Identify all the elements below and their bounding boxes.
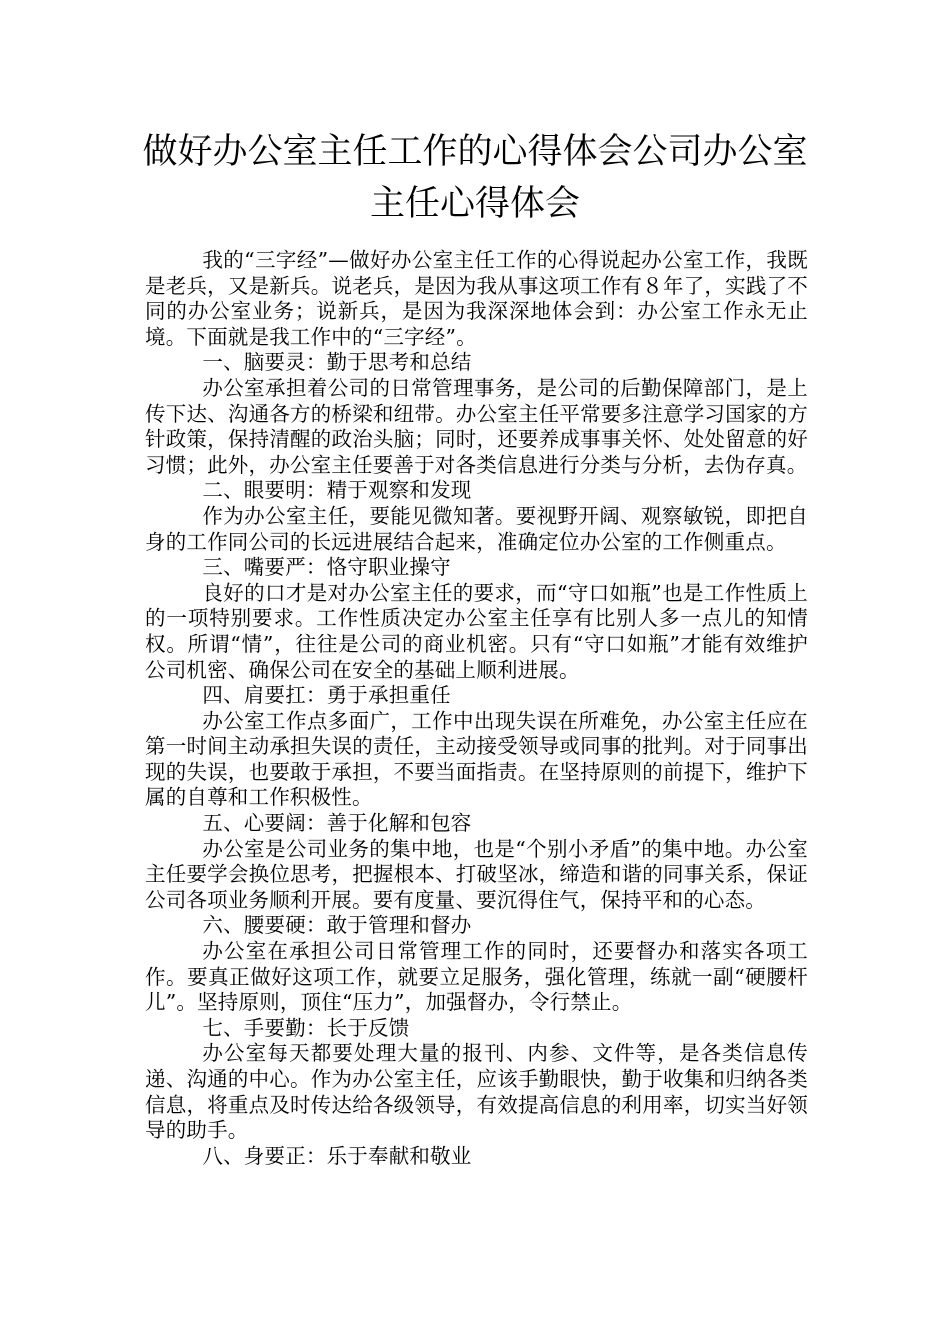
section-paragraph-4: 办公室工作点多面广，工作中出现失误在所难免，办公室主任应在第一时间主动承担失误的责任，主动接受领导或同事的批判。对于同事出现的失误，也要敢于承担，不要当面指责。在坚持原则的前提下，维护下属的自尊和工作积极性。 <box>145 708 808 810</box>
section-heading-7: 七、手要勤：长于反馈 <box>202 1015 410 1040</box>
section-heading-1: 一、脑要灵：勤于思考和总结 <box>202 350 472 375</box>
section-paragraph-5: 办公室是公司业务的集中地，也是“个别小矛盾”的集中地。办公室主任要学会换位思考，把握根本、打破坚冰，缔造和谐的同事关系，保证公司各项业务顺利开展。要有度量、要沉得住气，保持平和的心态。 <box>145 836 808 912</box>
intro-paragraph: 我的“三字经”—做好办公室主任工作的心得说起办公室工作，我既是老兵，又是新兵。说老兵，是因为我从事这项工作有８年了，实践了不同的办公室业务；说新兵，是因为我深深地体会到：办公室工作永无止境。下面就是我工作中的“三字经”。 <box>145 248 808 349</box>
section-paragraph-3: 良好的口才是对办公室主任的要求，而“守口如瓶”也是工作性质上的一项特别要求。工作性质决定办公室主任享有比别人多一点儿的知情权。所谓“情”，往往是公司的商业机密。只有“守口如瓶”才能有效维护公司机密、确保公司在安全的基础上顺利进展。 <box>145 580 808 682</box>
document-body <box>145 248 808 1169</box>
document-title: 做好办公室主任工作的心得体会公司办公室主任心得体会 <box>142 132 808 224</box>
section-heading-3: 三、嘴要严：恪守职业操守 <box>202 555 451 580</box>
section-paragraph-2: 作为办公室主任，要能见微知著。要视野开阔、观察敏锐，即把自身的工作同公司的长远进展结合起来，准确定位办公室的工作侧重点。 <box>145 503 808 554</box>
section-heading-4: 四、肩要扛：勇于承担重任 <box>202 683 451 708</box>
section-heading-6: 六、腰要硬：敢于管理和督办 <box>202 913 472 938</box>
section-paragraph-6: 办公室在承担公司日常管理工作的同时，还要督办和落实各项工作。要真正做好这项工作，就要立足服务，强化管理，练就一副“硬腰杆儿”。坚持原则，顶住“压力”，加强督办，令行禁止。 <box>145 939 808 1015</box>
section-paragraph-1: 办公室承担着公司的日常管理事务，是公司的后勤保障部门，是上传下达、沟通各方的桥梁和纽带。办公室主任平常要多注意学习国家的方针政策，保持清醒的政治头脑；同时，还要养成事事关怀、处处留意的好习惯；此外，办公室主任要善于对各类信息进行分类与分析，去伪存真。 <box>145 375 808 477</box>
section-heading-2: 二、眼要明：精于观察和发现 <box>202 478 472 503</box>
section-heading-8: 八、身要正：乐于奉献和敬业 <box>202 1143 472 1168</box>
section-heading-5: 五、心要阔：善于化解和包容 <box>202 811 472 836</box>
section-paragraph-7: 办公室每天都要处理大量的报刊、内参、文件等，是各类信息传递、沟通的中心。作为办公室主任，应该手勤眼快，勤于收集和归纳各类信息，将重点及时传达给各级领导，有效提高信息的利用率，切实当好领导的助手。 <box>145 1041 808 1143</box>
